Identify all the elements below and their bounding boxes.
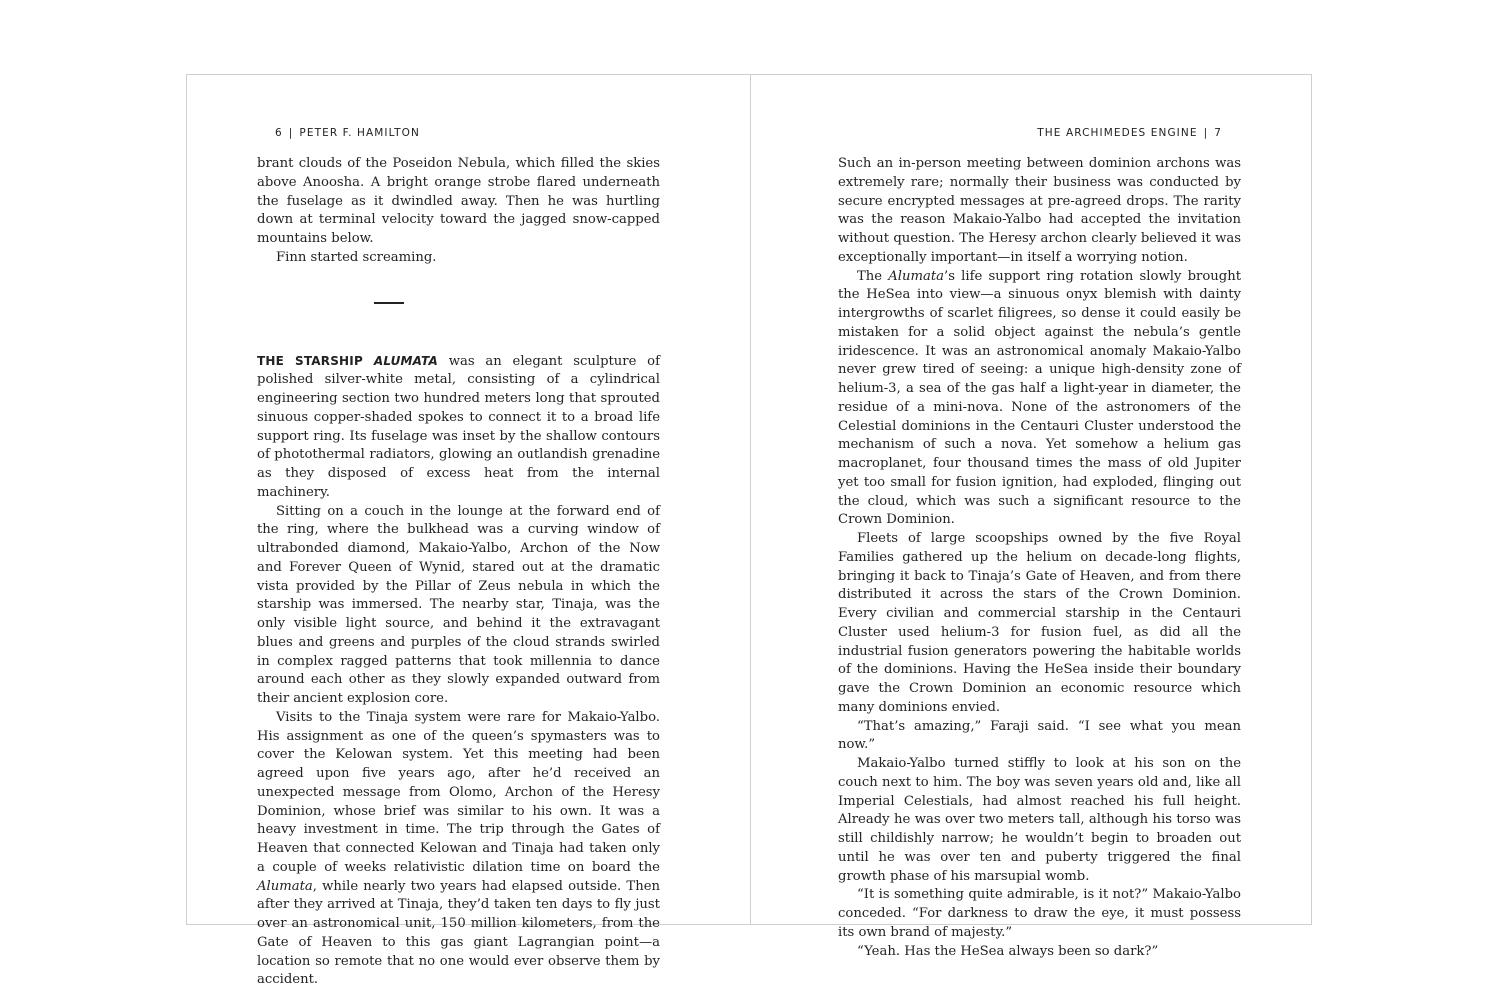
paragraph-text: , while nearly two years had elapsed outside. Then after they arrived at Tinaja, they’d taken ten days to fly just over an astronomical unit, 150 million kilometers, from the Gate of Heaven to this gas giant Lagrangian point—a location so remote that no one would ever observe them by accident.: [257, 878, 660, 988]
left-folio: 6: [275, 127, 283, 139]
paragraph: “Yeah. Has the HeSea always been so dark?”: [857, 943, 1159, 959]
paragraph: “That’s amazing,” Faraji said. “I see what you mean now.”: [838, 718, 1241, 753]
author-name: PETER F. HAMILTON: [299, 127, 420, 139]
right-page: [751, 75, 1312, 959]
paragraph: [257, 709, 660, 990]
paragraph-text: The: [857, 268, 889, 284]
right-separator: |: [1203, 127, 1209, 139]
left-page: [187, 75, 750, 988]
paragraph: Fleets of large scoopships owned by the five Royal Families gathered up the helium on decade-long flights, bringing it back to Tinaja’s Gate of Heaven, and from there distributed it across the stars of the Crown Dominion. Every civilian and commercial starship in the Centauri Cluster used helium-3 for fusion fuel, as did all the industrial fusion generators powering the habitable worlds of the dominions. Having the HeSea inside their boundary gave the Crown Dominion an economic resource which many dominions envied.: [838, 531, 1241, 715]
paragraph: brant clouds of the Poseidon Nebula, which filled the skies above Anoosha. A bright orange strobe flared underneath the fuselage as it dwindled away. Then he was hurtling down at terminal velocity toward the jagged snow-capped mountains below.: [257, 156, 660, 246]
paragraph: Finn started screaming.: [276, 249, 437, 265]
section-opening-paragraph: [257, 352, 660, 503]
left-text-block: [257, 155, 660, 990]
paragraph-text: ’s life support ring rotation slowly brought the HeSea into view—a sinuous onyx blemish with dainty intergrowths of scarlet filigrees, so dense it could easily be mistaken for a solid object against the nebula’s gentle iridescence. It was an astronomical anomaly Makaio-Yalbo never grew tired of seeing: a unique high-density zone of helium-3, a sea of the gas half a light-year in diameter, the residue of a mini-nova. None of the astronomers of the Celestial dominions in the Centauri Cluster understood the mechanism of such a nova. Yet somehow a helium gas macroplanet, four thousand times the mass of old Jupiter yet too small for fusion ignition, had exploded, flinging out the cloud, which was such a significant resource to the Crown Dominion.: [838, 268, 1241, 528]
paragraph: “It is something quite admirable, is it not?” Makaio-Yalbo conceded. “For darkness to draw the eye, it must possess its own brand of majesty.”: [838, 887, 1241, 940]
paragraph: Such an in-person meeting between dominion archons was extremely rare; normally their business was conducted by secure encrypted messages at pre-agreed drops. The rarity was the reason Makaio-Yalbo had accepted the invitation without question. The Heresy archon clearly believed it was exceptionally important—in itself a worrying notion.: [838, 156, 1241, 265]
right-folio: 7: [1214, 127, 1222, 139]
ship-name-lead-in: ALUMATA: [373, 353, 438, 368]
book-title: THE ARCHIMEDES ENGINE: [1037, 127, 1198, 139]
paragraph: Makaio-Yalbo turned stiffly to look at his son on the couch next to him. The boy was seven years old and, like all Imperial Celestials, had almost reached his full height. Already he was over two meters tall, although his torso was still childishly narrow; he wouldn’t begin to broaden out until he was over ten and puberty triggered the final growth phase of his marsupial womb.: [838, 756, 1241, 884]
section-lead-in: THE STARSHIP: [257, 353, 374, 368]
paragraph-text: was an elegant sculpture of polished silver-white metal, consisting of a cylindrical engineering section two hundred meters long that sprouted sinuous copper-shaded spokes to connect it to a broad life support ring. Its fuselage was inset by the shallow contours of photothermal radiators, glowing an outlandish grenadine as they disposed of excess heat from the internal machinery.: [257, 353, 660, 500]
book-spread: [186, 74, 1312, 988]
right-running-head: [1037, 127, 1222, 139]
paragraph: Sitting on a couch in the lounge at the forward end of the ring, where the bulkhead was a curving window of ultrabonded diamond, Makaio-Yalbo, Archon of the Now and Forever Queen of Wynid, stared out at the dramatic vista provided by the Pillar of Zeus nebula in which the starship was immersed. The nearby star, Tinaja, was the only visible light source, and behind it the extravagant blues and greens and purples of the cloud strands swirled in complex ragged patterns that took millennia to dance around each other as they slowly expanded outward from their ancient explosion core.: [257, 503, 660, 706]
paragraph: [838, 268, 1241, 531]
ship-name: Alumata: [888, 268, 945, 284]
ship-name: Alumata: [257, 878, 313, 894]
left-running-head: [275, 127, 420, 139]
left-separator: |: [288, 127, 294, 139]
right-text-block: [838, 155, 1241, 961]
paragraph-text: Visits to the Tinaja system were rare for Makaio-Yalbo. His assignment as one of the queen’s spymasters was to cover the Kelowan system. Yet this meeting had been agreed upon five years ago, after he’d received an unexpected message from Olomo, Archon of the Heresy Dominion, whose brief was similar to his own. It was a heavy investment in time. The trip through the Gates of Heaven that connected Kelowan and Tinaja had taken only a couple of weeks relativistic dilation time on board the: [257, 709, 660, 875]
